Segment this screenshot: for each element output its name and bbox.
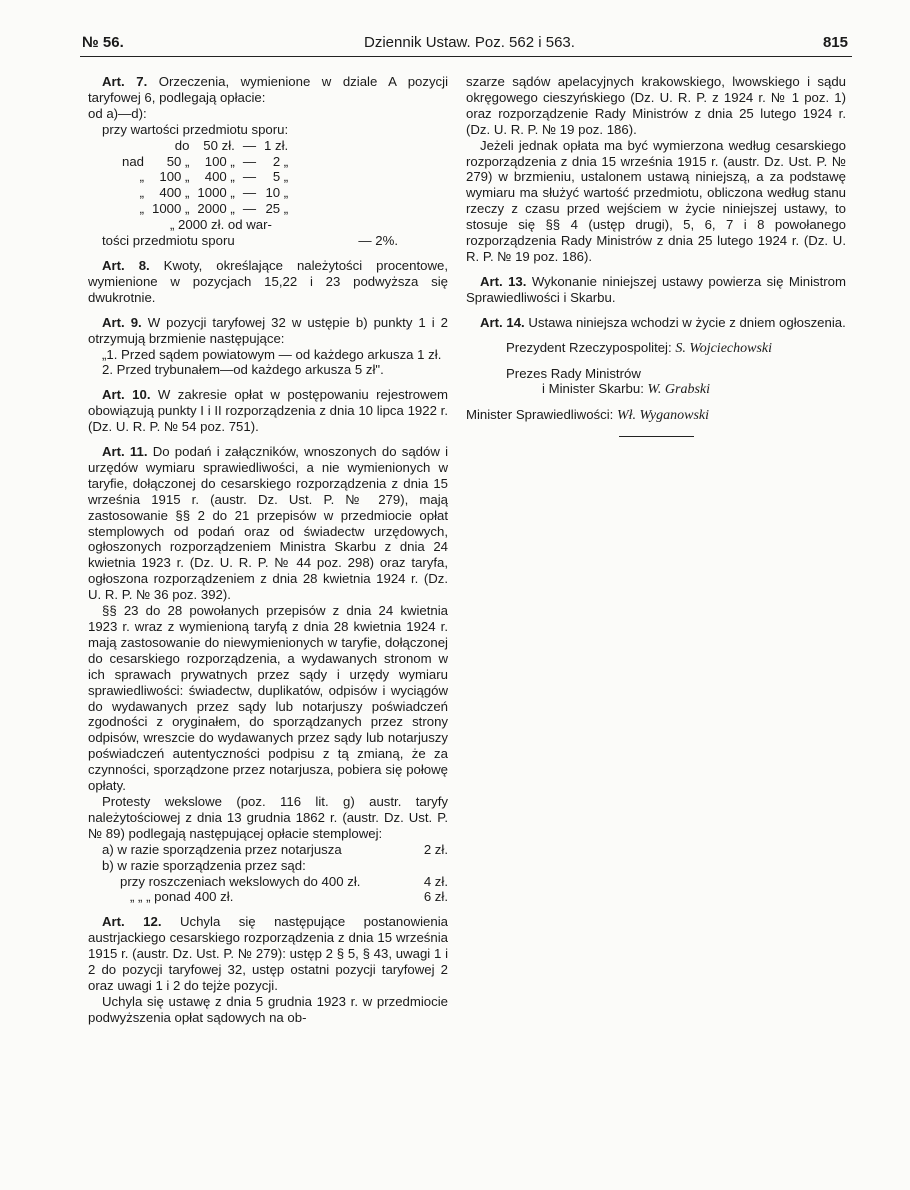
page-header (82, 34, 852, 56)
fee-cell: 400 „ (159, 185, 190, 201)
art14-paragraph: Art. 14. Ustawa niniejsza wchodzi w życie z dniem ogłoszenia. (480, 314, 846, 330)
fee-cell: „ (139, 169, 145, 185)
fee-cell: 1000 „ (197, 185, 235, 201)
fee-cell: — (242, 153, 257, 169)
signature-president: Prezydent Rzeczypospolitej: S. Wojciechowski (506, 339, 773, 356)
fee-cell: do (174, 137, 190, 153)
fee-cell: 25 „ (265, 201, 289, 217)
fee-cell: 100 „ (204, 153, 235, 169)
left-column (88, 74, 448, 1026)
fee-cell: 5 „ (272, 169, 289, 185)
fee-cell: — (242, 185, 257, 201)
fee-cell: — (242, 137, 257, 153)
protest-b: b) w razie sporządzenia przez sąd: (102, 857, 306, 873)
art8-paragraph: Art. 8. Kwoty, określające należytości procentowe, wymienione w pozycjach 15,22 i 23 podwyższa się dwukrotnie. (88, 257, 448, 305)
art11-paragraph-2: §§ 23 do 28 powołanych przepisów z dnia 24 kwietnia 1923 r. wraz z wymienioną taryfą z dnia 28 kwietnia 1924 r. mają zastosowanie do niewymienionych w taryfie, dołączonej do cesarskiego rozporządzenia, a wydawanych stronom w ich sprawach prywatnych przez sądy i urzędy wymiaru sprawiedliwości: świadectw, duplikatów, odpisów i wyciągów do wydawanych przez sądy lub notarjuszy poświadczeń zgodności z oryginałem, do sporządzanych przez strony odpisów, wreszcie do wydawanych przez sądy lub notarjuszy poświadczeń autentyczności podpisu z tą zmianą, że za czynności, sporządzone przez notarjusza, pobiera się połowę opłaty. (88, 603, 448, 794)
continued-paragraph-2: Jeżeli jednak opłata ma być wymierzona według cesarskiego rozporządzenia z dnia 15 września 1915 r. (austr. Dz. Ust. P. № 279) w brzmieniu, ustalonem ustawą niniejszą, a za podstawę wymiaru ma służyć wartość przedmiotu, obliczona według stanu rzeczy z czasu przed wejściem w życie niniejszej ustawy, to stosuje się §§ 4 (ustęp drugi), 5, 6, 7 i 8 powołanego rozporządzenia Rady Ministrów z dnia 25 lutego 1924 r. (Dz. U. R. P. № 19 poz. 186). (466, 137, 846, 264)
page-number: 815 (822, 34, 848, 51)
signature-prime-minister: i Minister Skarbu: W. Grabski (542, 381, 711, 398)
fee-last-row: „ 2000 zł. od war- (170, 217, 272, 233)
art13-paragraph: Art. 13. Wykonanie niniejszej ustawy powierza się Ministrom Sprawiedliwości i Skarbu. (466, 273, 846, 305)
art9-point-1: „1. Przed sądem powiatowym — od każdego arkusza 1 zł. (102, 346, 442, 362)
continued-paragraph: szarze sądów apelacyjnych krakowskiego, lwowskiego i sądu okręgowego cieszyńskiego (Dz. U. R. P. z 1924 r. № 1 poz. 1) oraz rozporządzenie Rady Ministrów z dnia 25 lutego 1924 r. (Dz. U. R. P. № 19 poz. 186). (466, 74, 846, 137)
end-rule (619, 436, 694, 437)
protest-b2: „ „ „ ponad 400 zł. 6 zł. (130, 889, 448, 905)
fee-cell: 1 zł. (264, 137, 289, 153)
fee-cell: 1000 „ (152, 201, 190, 217)
fee-cell: 10 „ (265, 185, 289, 201)
fee-cell: 50 „ (166, 153, 190, 169)
art7-paragraph: Art. 7. Orzeczenia, wymienione w dziale A pozycji taryfowej 6, podlegają opłacie: (88, 74, 448, 105)
art11-paragraph-3: Protesty wekslowe (poz. 116 lit. g) austr. taryfy należytościowej z dnia 13 grudnia 1862 r. (austr. Dz. Ust. P. № 89) podlegają następującej opłacie stemplowej: (88, 793, 448, 841)
protest-a: a) w razie sporządzenia przez notarjusza 2 zł. (102, 841, 448, 857)
fee-cell: 2000 „ (197, 201, 235, 217)
right-column (466, 74, 846, 437)
art12-paragraph-2: Uchyla się ustawę z dnia 5 grudnia 1923 r. w przedmiocie podwyższenia opłat sądowych na ob- (88, 993, 448, 1025)
art12-paragraph: Art. 12. Uchyla się następujące postanowienia austrjackiego cesarskiego rozporządzenia z dnia 15 września 1915 r. (austr. Dz. Ust. P. № 279): ustęp 2 § 5, § 43, uwagi 1 i 2 do pozycji taryfowej 32, ustęp ostatni pozycji taryfowej 2 oraz uwagi 1 i 2 do tejże pozycji. (88, 914, 448, 993)
fee-cell: 2 „ (272, 153, 289, 169)
header-rule (80, 56, 852, 57)
fee-cell: 50 zł. (203, 137, 235, 153)
fee-cell: 400 „ (204, 169, 235, 185)
fee-row (118, 169, 292, 185)
art9-paragraph: Art. 9. W pozycji taryfowej 32 w ustępie b) punkty 1 i 2 otrzymują brzmienie następujące: (88, 314, 448, 346)
journal-title: Dziennik Ustaw. Poz. 562 i 563. (364, 34, 575, 51)
issue-number: № 56. (82, 34, 124, 51)
fee-cell: — (242, 201, 257, 217)
signature-justice-minister: Minister Sprawiedliwości: Wł. Wyganowski (466, 407, 710, 424)
fee-row (118, 201, 292, 217)
fee-cell: „ (139, 185, 145, 201)
fee-row (118, 154, 292, 170)
art7-intro: przy wartości przedmiotu sporu: (102, 121, 289, 137)
fee-cell: 100 „ (159, 169, 190, 185)
art7-sub: od a)—d): (88, 105, 147, 121)
fee-row (118, 138, 292, 154)
fee-cell: nad (122, 153, 145, 169)
fee-row (118, 185, 292, 201)
fee-cell: — (242, 169, 257, 185)
signature-prime-minister-role: Prezes Rady Ministrów (506, 365, 641, 381)
protest-b1: przy roszczeniach wekslowych do 400 zł. 4 zł. (120, 873, 448, 889)
fee-cell: „ (139, 201, 145, 217)
fee-table (118, 138, 292, 218)
fee-cell (118, 138, 148, 154)
art11-paragraph: Art. 11. Do podań i załączników, wnoszonych do sądów i urzędów wymiaru sprawiedliwości, a nie wymienionych w taryfie, dołączonej do cesarskiego rozporządzenia z dnia 15 września 1915 r. (austr. Dz. Ust. P. № 279), mają zastosowanie §§ 2 do 21 przepisów w przedmiocie opłat stemplowych od podań oraz od świadectw urzędowych, ogłoszonych rozporządzeniem Ministra Skarbu z dnia 24 kwietnia 1923 r. (Dz. U. R. P. № 44 poz. 298) oraz taryfa, ogłoszona rozporządzeniem z dnia 28 kwietnia 1924 r. (Dz. U. R. P. № 36 poz. 392). (88, 444, 448, 603)
art10-paragraph: Art. 10. W zakresie opłat w postępowaniu rejestrowem obowiązują punkty I i II rozporządzenia z dnia 10 lipca 1922 r. (Dz. U. R. P. № 54 poz. 751). (88, 387, 448, 435)
art9-point-2: 2. Przed trybunałem—od każdego arkusza 5 zł". (102, 362, 384, 378)
fee-last-row-2: tości przedmiotu sporu — 2%. (102, 233, 398, 249)
